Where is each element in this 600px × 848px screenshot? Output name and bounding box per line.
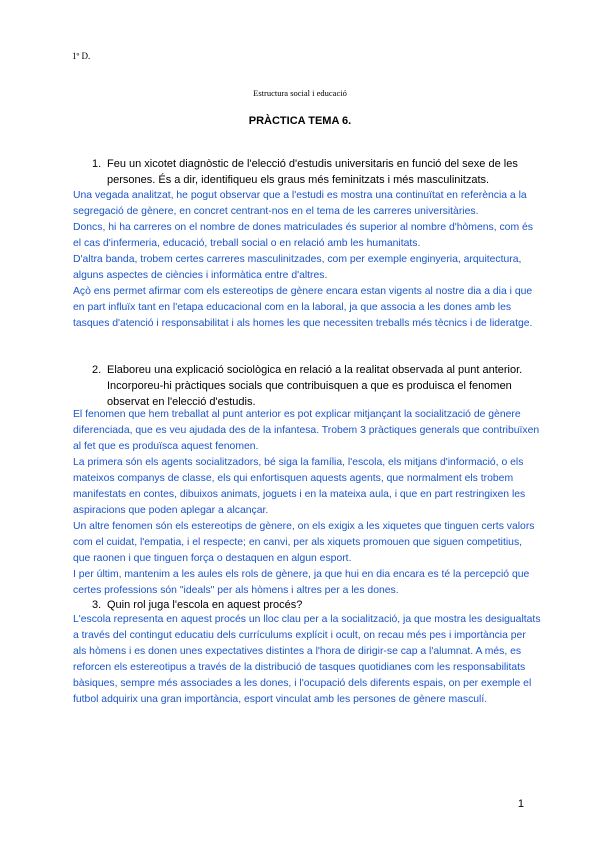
question-2	[92, 362, 542, 410]
answer-paragraph: Un altre fenomen són els estereotips de gènere, on els exigix a les xiquetes que tinguen certs valors com el cuidat, l'empatia, i el respecte; en canvi, per als xiquets promouen que siguen competitius, que raonen i que tinguen força o destaquen en algun esport.	[73, 521, 535, 564]
document-subtitle: Estructura social i educació	[253, 88, 347, 98]
answer-paragraph: Una vegada analitzat, he pogut observar que a l'estudi es mostra una continuïtat en referència a la segregació de gènere, en concret centrant-nos en el tema de les carreres universitàries.	[73, 190, 527, 217]
question-3	[92, 597, 542, 613]
question-number: 2.	[92, 364, 102, 376]
answer-paragraph: Açò ens permet afirmar com els estereotips de gènere encara estan vigents al nostre dia a dia i que en part influïx tant en l'etapa educacional com en la laboral, ja que associa a les dones amb les tasques d'atenció i responsabilitat i als homes les que necessiten treballs més tècnics i de lideratge.	[73, 286, 533, 329]
answer-paragraph: La primera són els agents socialitzadors, bé siga la família, l'escola, els mitjans d'informació, o els mateixos companys de classe, els qui enfortisquen aquests agents, que normalment els trobem manifestats en contes, dibuixos animats, joguets i en la mateixa aula, i que en part restringixen les aspiracions que poden aplegar a alcançar.	[73, 457, 526, 516]
question-1	[92, 156, 542, 188]
answer-1	[73, 188, 541, 332]
answer-paragraph: D'altra banda, trobem certes carreres masculinitzades, com per exemple enginyeria, arquitectura, alguns aspectes de ciències i informàtica entre d'altres.	[73, 254, 522, 281]
question-text: Feu un xicotet diagnòstic de l'elecció d'estudis universitaris en funció del sexe de les persones. És a dir, identifiqueu els graus més feminitzats i més masculinitzats.	[107, 158, 518, 186]
answer-paragraph: L'escola representa en aquest procés un lloc clau per a la socialització, ja que mostra les desigualtats a través del contingut educatiu dels currículums explícit i ocult, on recau més pes i importància per als hòmens i es donen unes expectatives distintes a l'hora de dirigir-se cap a l'alumnat. A més, es reforcen els estereotipus a través de la distribució de tasques quotidianes com les responsabilitats bàsiques, sempre més associades a les dones, i l'ocupació dels diferents espais, on per exemple el futbol adquirix una gran importància, esport vinculat amb les persones de gènere masculí.	[73, 614, 541, 705]
question-number: 3.	[92, 599, 102, 611]
question-text: Elaboreu una explicació sociològica en relació a la realitat observada al punt anterior. Incorporeu-hi pràctiques socials que contribuisquen a que es produisca el fenomen observat en l'elecció d'estudis.	[107, 364, 523, 408]
question-number: 1.	[92, 158, 102, 170]
answer-paragraph: Doncs, hi ha carreres on el nombre de dones matriculades és superior al nombre d'hòmens, com és el cas d'infermeria, educació, treball social o en relació amb les humanitats.	[73, 222, 533, 249]
course-label: 1º D.	[72, 51, 91, 61]
answer-paragraph: I per últim, mantenim a les aules els rols de gènere, ja que hui en dia encara es té la percepció que certes professions són "ideals" per als hòmens i altres per a les dones.	[73, 569, 530, 596]
question-text: Quin rol juga l'escola en aquest procés?	[107, 599, 303, 611]
answer-3	[73, 612, 541, 708]
page-number: 1	[517, 798, 524, 810]
answer-2	[73, 407, 541, 599]
document-title: PRÀCTICA TEMA 6.	[248, 115, 352, 127]
answer-paragraph: El fenomen que hem treballat al punt anterior es pot explicar mitjançant la socialització de gènere diferenciada, que es veu ajudada des de la infantesa. Trobem 3 pràctiques generals que contribuïxen al fet que es produïsca aquest fenomen.	[73, 409, 540, 452]
